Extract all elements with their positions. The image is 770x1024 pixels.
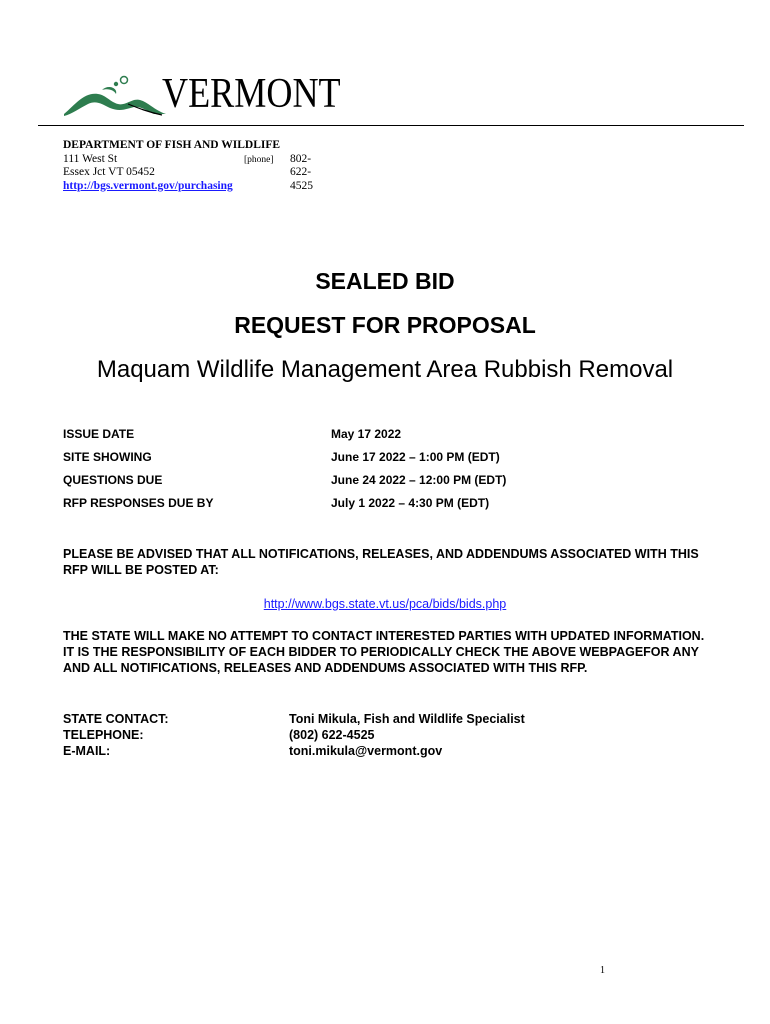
contact-value: (802) 622-4525 bbox=[289, 728, 375, 742]
contact-value: Toni Mikula, Fish and Wildlife Specialist bbox=[289, 712, 525, 726]
date-value: June 24 2022 – 12:00 PM (EDT) bbox=[331, 473, 507, 487]
date-value: July 1 2022 – 4:30 PM (EDT) bbox=[331, 496, 490, 510]
contact-block bbox=[63, 711, 713, 759]
advisory-text: PLEASE BE ADVISED THAT ALL NOTIFICATIONS, RELEASES, AND ADDENDUMS ASSOCIATED WITH THIS RFP WILL BE POSTED AT: bbox=[63, 547, 699, 577]
phone-label: [phone] bbox=[244, 154, 274, 165]
date-value: May 17 2022 bbox=[331, 427, 402, 441]
contact-label: E-MAIL: bbox=[63, 744, 111, 758]
date-label: ISSUE DATE bbox=[63, 427, 135, 441]
contact-row bbox=[63, 711, 713, 727]
contact-label: TELEPHONE: bbox=[63, 728, 144, 742]
contact-email[interactable]: toni.mikula@vermont.gov bbox=[289, 744, 443, 758]
title-sealed-bid: SEALED BID bbox=[315, 268, 455, 294]
address-line1: 111 West St bbox=[63, 152, 118, 165]
address-line2: Essex Jct VT 05452 bbox=[63, 166, 155, 178]
date-label: RFP RESPONSES DUE BY bbox=[63, 496, 214, 510]
date-label: SITE SHOWING bbox=[63, 450, 152, 464]
purchasing-link[interactable]: http://bgs.vermont.gov/purchasing bbox=[63, 179, 233, 192]
vermont-logo bbox=[62, 70, 342, 118]
date-value: June 17 2022 – 1:00 PM (EDT) bbox=[331, 450, 500, 464]
logo-wordmark: VERMONT bbox=[162, 71, 341, 117]
contact-row bbox=[63, 743, 713, 759]
bids-link-wrapper bbox=[0, 597, 770, 611]
bids-link[interactable]: http://www.bgs.state.vt.us/pca/bids/bids.php bbox=[263, 597, 507, 611]
contact-row bbox=[63, 727, 713, 743]
contact-label: STATE CONTACT: bbox=[63, 712, 169, 726]
header-divider bbox=[38, 125, 744, 126]
department-info bbox=[63, 139, 313, 193]
phone-number: 802-622-4525 bbox=[290, 152, 313, 192]
department-name: DEPARTMENT OF FISH AND WILDLIFE bbox=[63, 139, 281, 151]
project-subtitle: Maquam Wildlife Management Area Rubbish Removal bbox=[96, 356, 674, 383]
date-label: QUESTIONS DUE bbox=[63, 473, 163, 487]
notice-text: THE STATE WILL MAKE NO ATTEMPT TO CONTACT INTERESTED PARTIES WITH UPDATED INFORMATION. IT IS THE RESPONSIBILITY OF EACH BIDDER TO PERIODICALLY CHECK THE ABOVE WEBPAGEFOR ANY AND ALL NOTIFICATIONS, RELEASES AND ADDENDUMS ASSOCIATED WITH THIS RFP. bbox=[63, 629, 705, 675]
title-rfp: REQUEST FOR PROPOSAL bbox=[234, 312, 536, 338]
page-number: 1 bbox=[600, 965, 605, 976]
vermont-mountain-icon bbox=[62, 74, 170, 118]
